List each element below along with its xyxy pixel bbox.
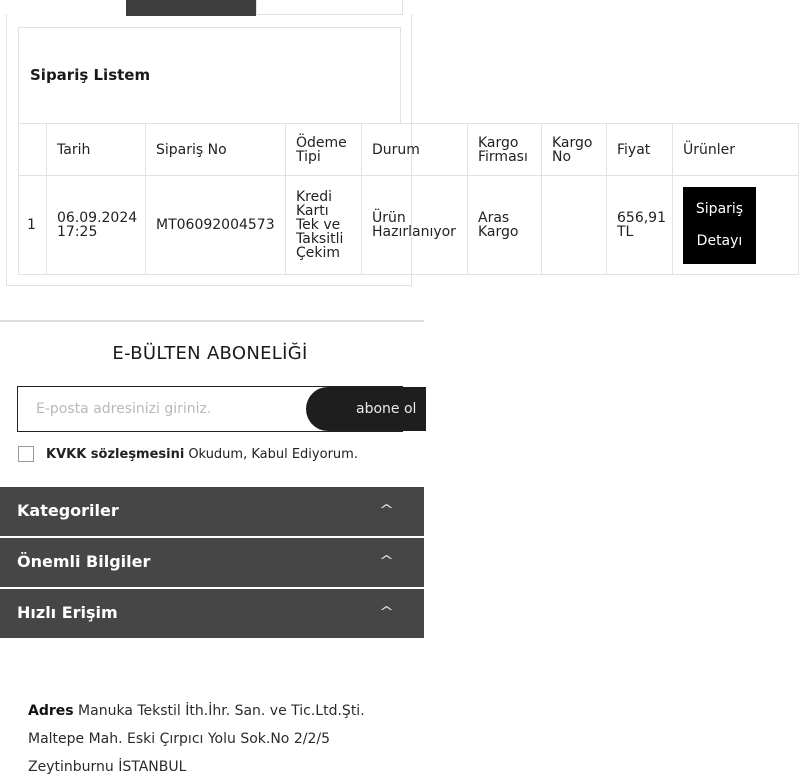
kvkk-checkbox[interactable]: [18, 446, 34, 462]
accordion-label: Kategoriler: [17, 501, 119, 520]
cell-payment-line5: Çekim: [296, 245, 341, 261]
table-header-row: [19, 124, 799, 176]
col-date: Tarih: [47, 124, 146, 176]
col-cargo-firm-line2: Firması: [478, 148, 528, 165]
cell-payment-line2: Kartı: [296, 203, 329, 219]
cell-cargo-no: [542, 176, 607, 275]
kvkk-consent: [18, 445, 358, 463]
cell-price: [607, 176, 673, 275]
cell-price-currency: TL: [617, 224, 634, 240]
chevron-up-icon: ^: [378, 554, 395, 569]
accordion-quick-access[interactable]: [0, 589, 424, 638]
address-label: Adres: [28, 703, 74, 719]
cell-status-line1: Ürün: [372, 210, 406, 226]
col-cargo-firm-line1: Kargo: [478, 134, 519, 151]
kvkk-link[interactable]: KVKK sözleşmesini: [46, 446, 185, 462]
orders-table: [18, 123, 799, 275]
cell-payment-line3: Tek ve: [296, 217, 341, 233]
order-detail-button-line1: Sipariş: [695, 201, 744, 217]
col-price: Fiyat: [607, 124, 673, 176]
col-index: [19, 124, 47, 176]
section-divider: [0, 320, 424, 322]
newsletter-title: E-BÜLTEN ABONELİĞİ: [112, 343, 308, 364]
chevron-up-icon: ^: [378, 605, 395, 620]
footer-address: [28, 697, 365, 781]
cell-order-no: MT06092004573: [146, 176, 286, 275]
chevron-up-icon: ^: [378, 503, 395, 518]
table-row: [19, 176, 799, 275]
col-cargo-firm: [468, 124, 542, 176]
col-cargo-no: [542, 124, 607, 176]
col-payment-type-line2: Tipi: [296, 148, 321, 165]
cell-payment-line1: Kredi: [296, 189, 333, 205]
accordion-label: Hızlı Erişim: [17, 603, 118, 622]
cell-products: [673, 176, 799, 275]
order-list-title: Sipariş Listem: [30, 66, 151, 84]
col-payment-type-line1: Ödeme: [296, 134, 347, 151]
col-order-no: Sipariş No: [146, 124, 286, 176]
kvkk-text: Okudum, Kabul Ediyorum.: [188, 446, 358, 462]
accordion-important-info[interactable]: [0, 538, 424, 587]
cell-date-day: 06.09.2024: [57, 210, 138, 226]
newsletter-form: [17, 386, 417, 432]
cell-status-line2: Hazırlanıyor: [372, 224, 456, 240]
cell-price-amount: 656,91: [617, 210, 666, 226]
address-line2: Maltepe Mah. Eski Çırpıcı Yolu Sok.No 2/2/5: [28, 731, 330, 747]
accordion-categories[interactable]: [0, 487, 424, 536]
cell-date-time: 17:25: [57, 224, 98, 240]
address-line1: [28, 697, 365, 725]
order-list-header: [18, 27, 401, 123]
cell-payment-type: [286, 176, 362, 275]
cell-cargo-firm-line2: Kargo: [478, 224, 519, 240]
cell-status: [362, 176, 468, 275]
col-payment-type: [286, 124, 362, 176]
subscribe-button[interactable]: abone ol: [306, 387, 426, 431]
newsletter-email-input[interactable]: [18, 387, 318, 431]
col-products: Ürünler: [673, 124, 799, 176]
col-cargo-no-line2: No: [552, 148, 572, 165]
cell-cargo-firm: [468, 176, 542, 275]
tab-inactive[interactable]: [256, 0, 403, 15]
col-status: Durum: [362, 124, 468, 176]
col-cargo-no-line1: Kargo: [552, 134, 593, 151]
cell-payment-line4: Taksitli: [296, 231, 344, 247]
accordion-label: Önemli Bilgiler: [17, 552, 151, 571]
order-detail-button-line2: Detayı: [696, 233, 743, 249]
cell-index: 1: [19, 176, 47, 275]
order-detail-button[interactable]: [683, 187, 756, 264]
cell-date: [47, 176, 146, 275]
cell-cargo-firm-line1: Aras: [478, 210, 510, 226]
address-line3: Zeytinburnu İSTANBUL: [28, 759, 187, 775]
address-line1-text: Manuka Tekstil İth.İhr. San. ve Tic.Ltd.Şti.: [78, 703, 365, 719]
